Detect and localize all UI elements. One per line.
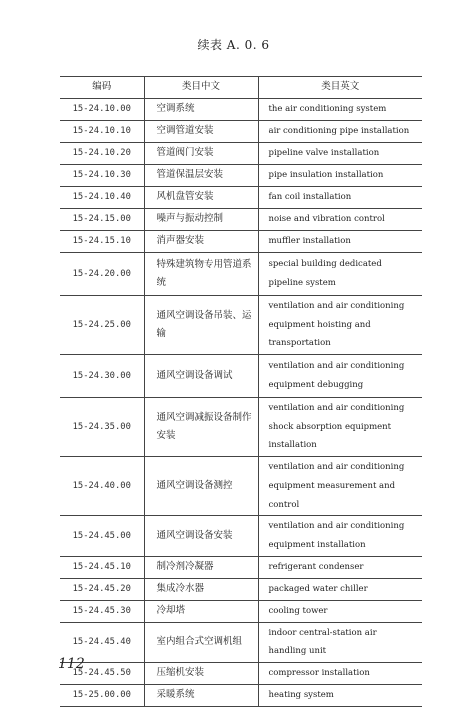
table-caption: 续表 A. 0. 6: [197, 38, 270, 52]
row-english: indoor central-station air handling unit: [258, 622, 422, 662]
row-code: 15-24.15.10: [60, 231, 144, 253]
header-code: 编码: [60, 77, 144, 99]
header-chinese: 类目中文: [144, 77, 258, 99]
row-chinese: 制冷剂冷凝器: [144, 556, 258, 578]
row-code: 15-24.10.10: [60, 121, 144, 143]
table-row: [60, 516, 422, 556]
row-chinese: 集成冷水器: [144, 578, 258, 600]
row-english: the air conditioning system: [258, 99, 422, 121]
table-row: [60, 684, 422, 706]
row-english: fan coil installation: [258, 187, 422, 209]
row-english: ventilation and air conditioning equipment hoisting and transportation: [258, 296, 422, 355]
row-chinese: 通风空调设备安装: [144, 516, 258, 556]
row-english: ventilation and air conditioning equipment installation: [258, 516, 422, 556]
table-row: [60, 143, 422, 165]
row-english: refrigerant condenser: [258, 556, 422, 578]
row-english: ventilation and air conditioning shock absorption equipment installation: [258, 398, 422, 457]
row-english: ventilation and air conditioning equipment debugging: [258, 355, 422, 398]
table-row: [60, 578, 422, 600]
row-code: 15-24.45.30: [60, 600, 144, 622]
row-chinese: 通风空调设备吊装、运输: [144, 296, 258, 355]
row-english: ventilation and air conditioning equipment measurement and control: [258, 457, 422, 516]
row-code: 15-24.10.00: [60, 99, 144, 121]
row-code: 15-24.40.00: [60, 457, 144, 516]
row-chinese: 风机盘管安装: [144, 187, 258, 209]
row-code: 15-24.45.00: [60, 516, 144, 556]
row-english: noise and vibration control: [258, 209, 422, 231]
row-chinese: 采暖系统: [144, 684, 258, 706]
row-chinese: 室内组合式空调机组: [144, 622, 258, 662]
row-code: 15-24.10.30: [60, 165, 144, 187]
row-code: 15-24.10.20: [60, 143, 144, 165]
row-english: compressor installation: [258, 662, 422, 684]
row-chinese: 通风空调设备调试: [144, 355, 258, 398]
row-english: pipe insulation installation: [258, 165, 422, 187]
table-row: [60, 556, 422, 578]
table-row: [60, 99, 422, 121]
row-chinese: 噪声与振动控制: [144, 209, 258, 231]
row-code: 15-24.20.00: [60, 253, 144, 296]
row-english: pipeline valve installation: [258, 143, 422, 165]
table-row: [60, 398, 422, 457]
table-row: [60, 457, 422, 516]
table-row: [60, 121, 422, 143]
table-row: [60, 187, 422, 209]
row-code: 15-24.45.10: [60, 556, 144, 578]
row-code: 15-24.45.40: [60, 622, 144, 662]
row-code: 15-24.15.00: [60, 209, 144, 231]
table-row: [60, 662, 422, 684]
row-chinese: 空调管道安装: [144, 121, 258, 143]
row-code: 15-24.45.50: [60, 662, 144, 684]
table-row: [60, 355, 422, 398]
page-number: 112: [58, 656, 85, 672]
code-table: [60, 76, 422, 707]
row-code: 15-24.10.40: [60, 187, 144, 209]
row-english: special building dedicated pipeline system: [258, 253, 422, 296]
row-chinese: 压缩机安装: [144, 662, 258, 684]
table-row: [60, 231, 422, 253]
table-row: [60, 622, 422, 662]
row-english: muffler installation: [258, 231, 422, 253]
row-chinese: 管道保温层安装: [144, 165, 258, 187]
row-english: cooling tower: [258, 600, 422, 622]
row-chinese: 冷却塔: [144, 600, 258, 622]
row-code: 15-24.35.00: [60, 398, 144, 457]
row-code: 15-24.45.20: [60, 578, 144, 600]
row-chinese: 空调系统: [144, 99, 258, 121]
table-header-row: [60, 77, 422, 99]
table-row: [60, 600, 422, 622]
row-english: air conditioning pipe installation: [258, 121, 422, 143]
row-chinese: 消声器安装: [144, 231, 258, 253]
row-english: packaged water chiller: [258, 578, 422, 600]
table-row: [60, 165, 422, 187]
row-chinese: 通风空调减振设备制作安装: [144, 398, 258, 457]
row-code: 15-24.25.00: [60, 296, 144, 355]
row-code: 15-25.00.00: [60, 684, 144, 706]
row-chinese: 管道阀门安装: [144, 143, 258, 165]
table-row: [60, 253, 422, 296]
row-code: 15-24.30.00: [60, 355, 144, 398]
row-chinese: 通风空调设备测控: [144, 457, 258, 516]
table-row: [60, 296, 422, 355]
row-chinese: 特殊建筑物专用管道系统: [144, 253, 258, 296]
row-english: heating system: [258, 684, 422, 706]
table-row: [60, 209, 422, 231]
header-english: 类目英文: [258, 77, 422, 99]
